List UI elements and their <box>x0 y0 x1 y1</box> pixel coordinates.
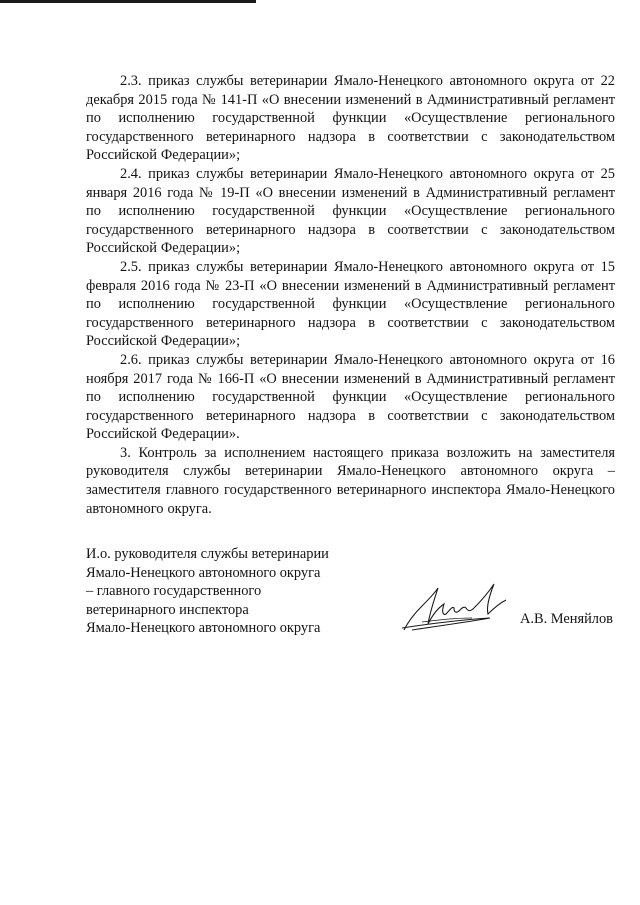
signatory-line: Ямало-Ненецкого автономного округа <box>86 564 321 581</box>
handwritten-signature <box>398 578 510 634</box>
document-body <box>86 72 615 518</box>
signatory-line: И.о. руководителя службы ветеринарии <box>86 546 329 562</box>
signatory-position <box>86 545 386 638</box>
signer-name: А.В. Меняйлов <box>520 611 613 627</box>
signatory-line: ветеринарного инспектора <box>86 601 249 618</box>
paragraph-2-6: 2.6. приказ службы ветеринарии Ямало-Ненецкого автономного округа от 16 ноября 2017 года № 166-П «О внесении изменений в Административный регламент по исполнению государственной функции «Осуществление регионального государственного ветеринарного надзора в соответствии с законодательством Российской Федерации». <box>86 351 615 443</box>
paragraph-2-4: 2.4. приказ службы ветеринарии Ямало-Ненецкого автономного округа от 25 января 2016 года № 19-П «О внесении изменений в Административный регламент по исполнению государственной функции «Осуществление регионального государственного ветеринарного надзора в соответствии с законодательством Российской Федерации»; <box>86 165 615 257</box>
paragraph-2-5: 2.5. приказ службы ветеринарии Ямало-Ненецкого автономного округа от 15 февраля 2016 года № 23-П «О внесении изменений в Административный регламент по исполнению государственной функции «Осуществление регионального государственного ветеринарного надзора в соответствии с законодательством Российской Федерации»; <box>86 258 615 350</box>
signatory-line: Ямало-Ненецкого автономного округа <box>86 620 321 637</box>
top-rule <box>0 0 256 3</box>
paragraph-2-3: 2.3. приказ службы ветеринарии Ямало-Ненецкого автономного округа от 22 декабря 2015 года № 141-П «О внесении изменений в Административный регламент по исполнению государственной функции «Осуществление регионального государственного ветеринарного надзора в соответствии с законодательством Российской Федерации»; <box>86 73 615 164</box>
paragraph-3: 3. Контроль за исполнением настоящего приказа возложить на заместителя руководителя службы ветеринарии Ямало-Ненецкого автономного округа – заместителя главного государственного ветеринарного инспектора Ямало-Ненецкого автономного округа. <box>86 444 615 517</box>
signatory-line: – главного государственного <box>86 583 262 600</box>
